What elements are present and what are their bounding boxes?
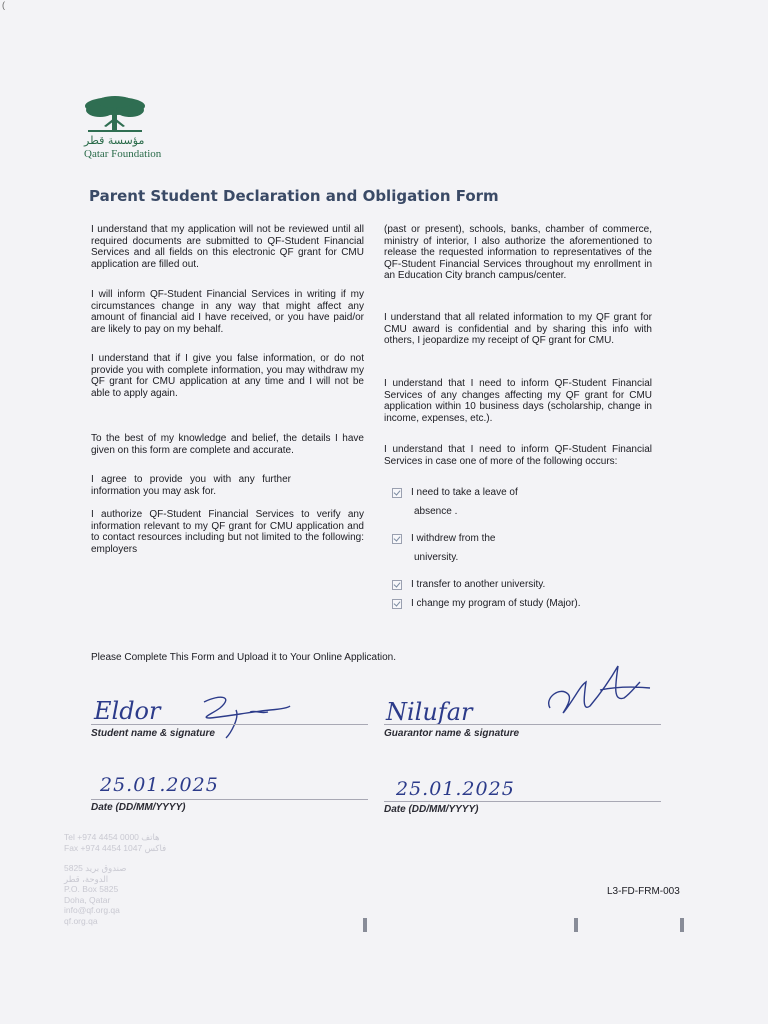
- contact-info: [64, 832, 166, 926]
- student-handwritten-name: Eldor: [94, 697, 161, 725]
- checklist-item-transfer[interactable]: [392, 579, 545, 590]
- registration-mark: [363, 918, 367, 932]
- right-paragraph: I understand that I need to inform QF-Student Financial Services in case one of more of the following occurs:: [384, 444, 652, 467]
- left-paragraph: I authorize QF-Student Financial Services to verify any information relevant to my QF grant for CMU application and to contact resources including but not limited to the following: employers: [91, 509, 364, 555]
- checklist-item-label: I transfer to another university.: [411, 579, 546, 590]
- student-signature-line: [91, 724, 368, 725]
- guarantor-date-label: Date (DD/MM/YYYY): [384, 804, 479, 815]
- checkbox-checked-icon[interactable]: [392, 580, 402, 590]
- contact-line: 5825 صندوق بريد: [64, 863, 127, 873]
- corner-mark: (: [2, 0, 5, 10]
- qatar-foundation-logo-icon: [80, 96, 160, 134]
- student-date-line: [91, 799, 368, 800]
- guarantor-date-value: 25.01.2025: [396, 778, 515, 800]
- checklist-item-leave[interactable]: [392, 487, 518, 498]
- left-paragraph: I will inform QF-Student Financial Services in writing if my circumstances change in any way that might affect any amount of financial aid I have received, or you have paid/or are likely to pay on my behalf.: [91, 289, 364, 335]
- left-paragraph: I understand that my application will not be reviewed until all required documents are submitted to QF-Student Financial Services and all fields on this electronic QF grant for CMU application are filled out.: [91, 224, 364, 270]
- contact-line: P.O. Box 5825: [64, 884, 119, 894]
- contact-line: Fax +974 4454 1047 فاكس: [64, 842, 167, 853]
- guarantor-date-line: [384, 801, 661, 802]
- checklist-item-label: I withdrew from the: [411, 533, 496, 544]
- checkbox-checked-icon[interactable]: [392, 534, 402, 544]
- guarantor-handwritten-name: Nilufar: [386, 698, 473, 726]
- right-paragraph: I understand that all related information to my QF grant for CMU award is confidential and by sharing this info with others, I jeopardize my receipt of QF grant for CMU.: [384, 312, 652, 346]
- student-date-value: 25.01.2025: [100, 774, 219, 796]
- contact-line: Tel +974 4454 0000 هاتف: [64, 832, 160, 842]
- page-title: Parent Student Declaration and Obligation Form: [89, 187, 499, 205]
- checklist-item-label: I need to take a leave of: [411, 487, 518, 498]
- guarantor-signature-line: [384, 724, 661, 725]
- checkbox-checked-icon[interactable]: [392, 599, 402, 609]
- upload-instruction: Please Complete This Form and Upload it to Your Online Application.: [91, 652, 396, 663]
- contact-line: info@qf.org.qa: [64, 905, 120, 915]
- contact-line: qf.org.qa: [64, 915, 98, 926]
- checkbox-checked-icon[interactable]: [392, 488, 402, 498]
- left-paragraph: I agree to provide you with any further information you may ask for.: [91, 474, 291, 497]
- checklist-item-withdraw[interactable]: [392, 533, 495, 544]
- left-paragraph: To the best of my knowledge and belief, the details I have given on this form are complete and accurate.: [91, 433, 364, 456]
- checklist-item-label-cont: university.: [414, 552, 459, 563]
- checklist-item-label: I change my program of study (Major).: [411, 598, 581, 609]
- student-signature-label: Student name & signature: [91, 728, 215, 739]
- student-date-label: Date (DD/MM/YYYY): [91, 802, 186, 813]
- form-code: L3-FD-FRM-003: [607, 886, 680, 897]
- registration-mark: [574, 918, 578, 932]
- checklist-item-label-cont: absence .: [414, 506, 458, 517]
- logo-arabic-text: مؤسسة قطر: [84, 134, 145, 147]
- contact-line: الدوحة، قطر: [64, 873, 109, 884]
- checklist-item-change-major[interactable]: [392, 598, 581, 609]
- guarantor-signature-icon: [540, 656, 660, 728]
- contact-line: [64, 853, 166, 863]
- registration-mark: [680, 918, 684, 932]
- contact-line: Doha, Qatar: [64, 894, 111, 905]
- right-paragraph: (past or present), schools, banks, chamber of commerce, ministry of interior, I also authorize the aforementioned to release the requested information to representatives of the QF-Student Financial Services throughout my enrollment in an Education City branch campus/center.: [384, 224, 652, 281]
- right-paragraph: I understand that I need to inform QF-Student Financial Services of any changes affecting my QF grant for CMU application within 10 business days (scholarship, change in income, expenses, etc.).: [384, 378, 652, 424]
- left-paragraph: I understand that if I give you false information, or do not provide you with complete information, you may withdraw my QF grant for CMU application at any time and I will not be able to apply again.: [91, 353, 364, 399]
- logo-english-text: Qatar Foundation: [84, 148, 162, 160]
- guarantor-signature-label: Guarantor name & signature: [384, 728, 520, 739]
